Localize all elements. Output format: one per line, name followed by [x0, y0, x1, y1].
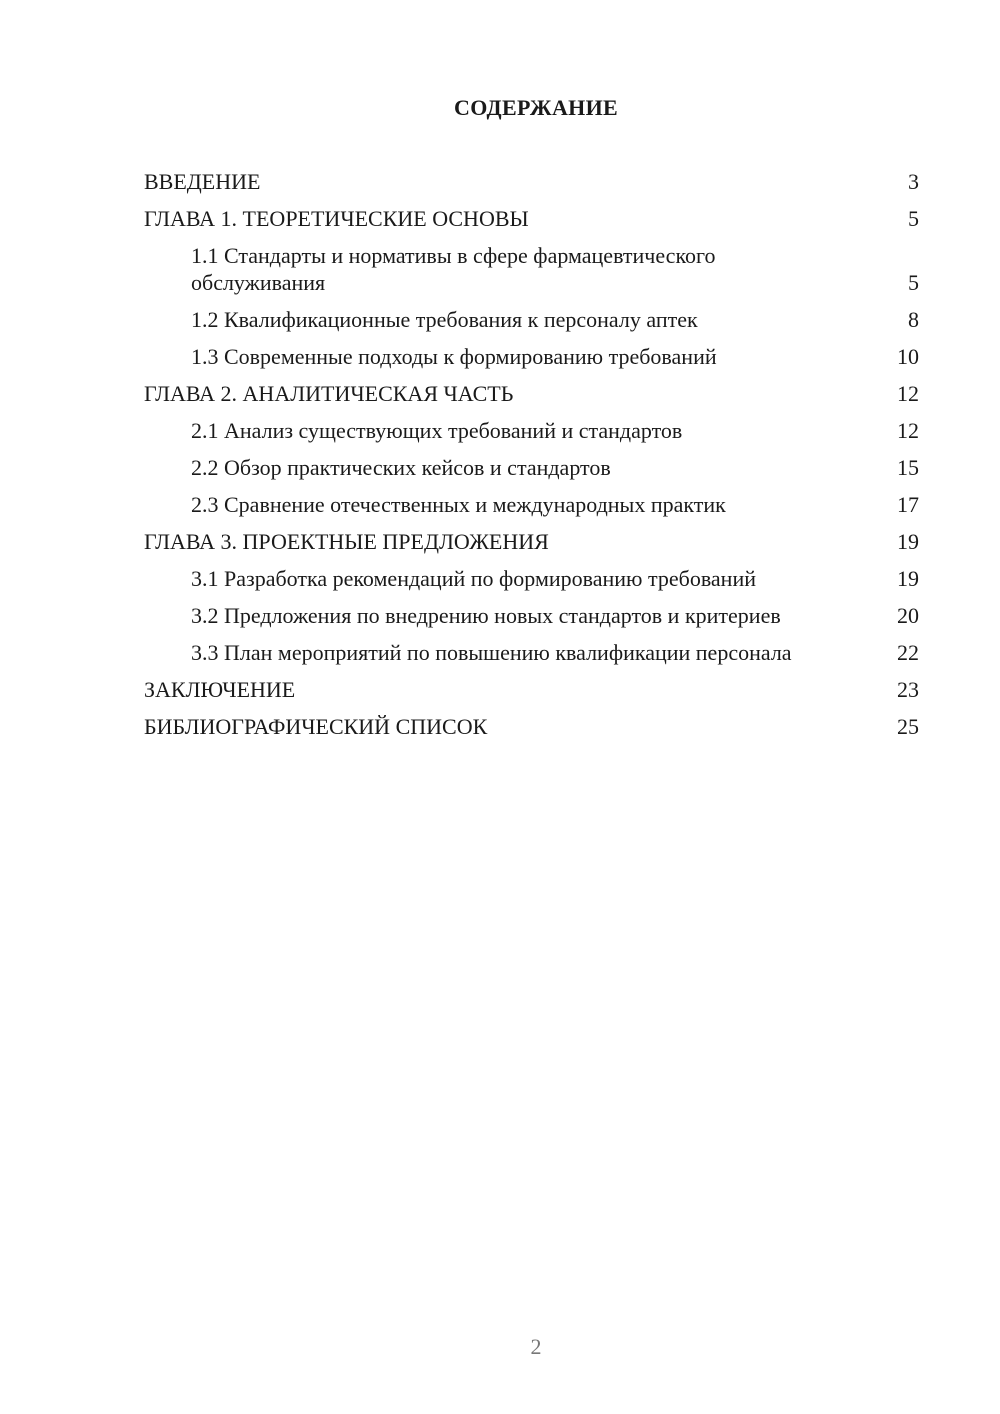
table-of-contents [144, 168, 919, 750]
toc-entry-page: 10 [897, 344, 919, 369]
toc-entry-chapter-1[interactable] [144, 205, 919, 232]
page-title: СОДЕРЖАНИЕ [454, 95, 618, 120]
toc-entry-label: ВВЕДЕНИЕ [144, 169, 261, 194]
toc-entry-label: 1.1 Стандарты и нормативы в сфере фармацевтического обслуживания [191, 243, 716, 295]
toc-entry-page: 17 [897, 492, 919, 517]
toc-entry-label: 3.1 Разработка рекомендаций по формированию требований [191, 566, 757, 591]
toc-entry-bibliography[interactable] [144, 713, 919, 740]
toc-entry-page: 3 [908, 169, 919, 194]
toc-entry-label: ГЛАВА 3. ПРОЕКТНЫЕ ПРЕДЛОЖЕНИЯ [144, 529, 549, 554]
toc-entry-section-2-1[interactable] [144, 417, 919, 444]
toc-entry-chapter-3[interactable] [144, 528, 919, 555]
toc-entry-page: 5 [908, 206, 919, 231]
toc-entry-page: 25 [897, 714, 919, 739]
toc-entry-label: ЗАКЛЮЧЕНИЕ [144, 677, 296, 702]
toc-entry-conclusion[interactable] [144, 676, 919, 703]
toc-entry-label: 1.2 Квалификационные требования к персоналу аптек [191, 307, 698, 332]
toc-entry-section-3-2[interactable] [144, 602, 919, 629]
toc-entry-label: 3.2 Предложения по внедрению новых стандартов и критериев [191, 603, 781, 628]
toc-entry-label: ГЛАВА 2. АНАЛИТИЧЕСКАЯ ЧАСТЬ [144, 381, 514, 406]
toc-entry-page: 23 [897, 677, 919, 702]
toc-entry-label: 2.2 Обзор практических кейсов и стандартов [191, 455, 611, 480]
toc-entry-chapter-2[interactable] [144, 380, 919, 407]
toc-entry-page: 8 [908, 307, 919, 332]
page-number: 2 [530, 1334, 542, 1359]
toc-entry-page: 22 [897, 640, 919, 665]
toc-entry-page: 15 [897, 455, 919, 480]
toc-entry-page: 12 [897, 418, 919, 443]
toc-entry-label: 1.3 Современные подходы к формированию требований [191, 344, 717, 369]
toc-entry-page: 19 [897, 566, 919, 591]
toc-entry-section-2-2[interactable] [144, 454, 919, 481]
toc-entry-label: БИБЛИОГРАФИЧЕСКИЙ СПИСОК [144, 714, 488, 739]
toc-entry-label: 3.3 План мероприятий по повышению квалификации персонала [191, 640, 792, 665]
toc-entry-introduction[interactable] [144, 168, 919, 195]
toc-entry-section-2-3[interactable] [144, 491, 919, 518]
toc-entry-section-1-2[interactable] [144, 306, 919, 333]
toc-entry-page: 19 [897, 529, 919, 554]
toc-entry-page: 5 [908, 270, 919, 295]
toc-entry-section-1-1[interactable] [144, 242, 919, 296]
toc-entry-label: 2.1 Анализ существующих требований и стандартов [191, 418, 683, 443]
toc-entry-section-1-3[interactable] [144, 343, 919, 370]
toc-entry-page: 20 [897, 603, 919, 628]
toc-entry-label: 2.3 Сравнение отечественных и международных практик [191, 492, 726, 517]
toc-entry-section-3-1[interactable] [144, 565, 919, 592]
toc-entry-page: 12 [897, 381, 919, 406]
toc-entry-section-3-3[interactable] [144, 639, 919, 666]
toc-entry-label: ГЛАВА 1. ТЕОРЕТИЧЕСКИЕ ОСНОВЫ [144, 206, 529, 231]
